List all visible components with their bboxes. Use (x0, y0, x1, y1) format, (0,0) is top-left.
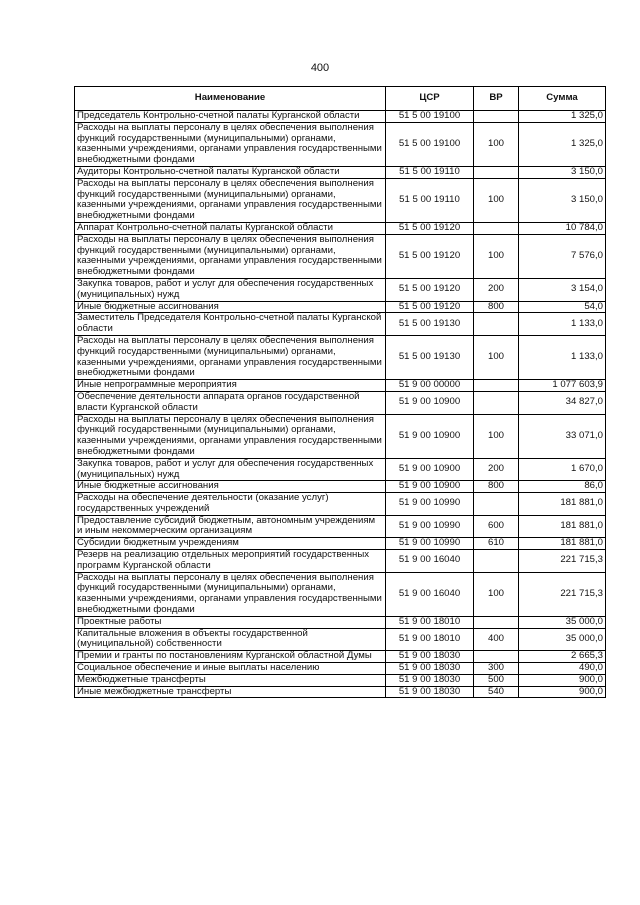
cell-name: Расходы на выплаты персоналу в целях обеспечения выполнения функций государственными (муниципальными) органами, казенными учреждениями, органами управления государственными внебюджетными фондами (75, 122, 386, 166)
cell-sum: 1 325,0 (519, 111, 606, 123)
cell-csr: 51 5 00 19120 (386, 278, 474, 301)
page-number: 400 (310, 62, 330, 74)
cell-csr: 51 9 00 16040 (386, 572, 474, 616)
cell-csr: 51 9 00 18030 (386, 651, 474, 663)
cell-sum: 1 670,0 (519, 458, 606, 481)
cell-vr: 600 (474, 515, 519, 538)
cell-csr: 51 9 00 18030 (386, 674, 474, 686)
table-row (75, 628, 606, 651)
cell-vr: 610 (474, 538, 519, 550)
table-row (75, 674, 606, 686)
cell-csr: 51 9 00 10990 (386, 515, 474, 538)
cell-vr: 100 (474, 122, 519, 166)
cell-name: Расходы на обеспечение деятельности (оказание услуг) государственных учреждений (75, 493, 386, 516)
cell-sum: 10 784,0 (519, 222, 606, 234)
cell-csr: 51 9 00 00000 (386, 380, 474, 392)
cell-name: Субсидии бюджетным учреждениям (75, 538, 386, 550)
table-row (75, 166, 606, 178)
cell-name: Предоставление субсидий бюджетным, автономным учреждениям и иным некоммерческим организациям (75, 515, 386, 538)
cell-vr: 300 (474, 663, 519, 675)
cell-name: Расходы на выплаты персоналу в целях обеспечения выполнения функций государственными (муниципальными) органами, казенными учреждениями, органами управления государственными внебюджетными фондами (75, 335, 386, 379)
cell-sum: 1 077 603,9 (519, 380, 606, 392)
cell-sum: 181 881,0 (519, 493, 606, 516)
cell-csr: 51 5 00 19130 (386, 335, 474, 379)
cell-name: Капитальные вложения в объекты государственной (муниципальной) собственности (75, 628, 386, 651)
cell-vr: 200 (474, 278, 519, 301)
table-row (75, 222, 606, 234)
cell-sum: 3 150,0 (519, 178, 606, 222)
header-csr: ЦСР (386, 87, 474, 111)
table-row (75, 278, 606, 301)
cell-sum: 181 881,0 (519, 515, 606, 538)
cell-name: Иные межбюджетные трансферты (75, 686, 386, 698)
cell-name: Расходы на выплаты персоналу в целях обеспечения выполнения функций государственными (муниципальными) органами, казенными учреждениями, органами управления государственными внебюджетными фондами (75, 414, 386, 458)
table-row (75, 178, 606, 222)
table-row (75, 335, 606, 379)
header-vr: ВР (474, 87, 519, 111)
cell-name: Резерв на реализацию отдельных мероприятий государственных программ Курганской области (75, 550, 386, 573)
cell-vr (474, 380, 519, 392)
cell-sum: 1 133,0 (519, 335, 606, 379)
cell-sum: 35 000,0 (519, 616, 606, 628)
cell-csr: 51 5 00 19110 (386, 178, 474, 222)
cell-vr (474, 111, 519, 123)
cell-name: Проектные работы (75, 616, 386, 628)
table-row (75, 234, 606, 278)
cell-csr: 51 5 00 19100 (386, 111, 474, 123)
cell-sum: 3 150,0 (519, 166, 606, 178)
cell-sum: 181 881,0 (519, 538, 606, 550)
cell-sum: 221 715,3 (519, 550, 606, 573)
cell-csr: 51 5 00 19110 (386, 166, 474, 178)
table-row (75, 515, 606, 538)
cell-name: Аппарат Контрольно-счетной палаты Курганской области (75, 222, 386, 234)
cell-sum: 900,0 (519, 674, 606, 686)
cell-vr: 100 (474, 572, 519, 616)
table-body (75, 111, 606, 698)
table-row (75, 550, 606, 573)
header-sum: Сумма (519, 87, 606, 111)
table-row (75, 380, 606, 392)
table-row (75, 313, 606, 336)
cell-vr: 100 (474, 414, 519, 458)
table-row (75, 111, 606, 123)
cell-sum: 33 071,0 (519, 414, 606, 458)
cell-csr: 51 9 00 10990 (386, 493, 474, 516)
cell-vr: 400 (474, 628, 519, 651)
table-row (75, 391, 606, 414)
cell-vr: 100 (474, 234, 519, 278)
cell-csr: 51 5 00 19100 (386, 122, 474, 166)
cell-sum: 7 576,0 (519, 234, 606, 278)
cell-vr: 800 (474, 481, 519, 493)
cell-name: Иные непрограммные мероприятия (75, 380, 386, 392)
cell-name: Закупка товаров, работ и услуг для обеспечения государственных (муниципальных) нужд (75, 278, 386, 301)
table-row (75, 663, 606, 675)
table-row (75, 538, 606, 550)
cell-vr: 100 (474, 335, 519, 379)
cell-vr (474, 166, 519, 178)
cell-name: Расходы на выплаты персоналу в целях обеспечения выполнения функций государственными (муниципальными) органами, казенными учреждениями, органами управления государственными внебюджетными фондами (75, 234, 386, 278)
cell-name: Обеспечение деятельности аппарата органов государственной власти Курганской области (75, 391, 386, 414)
cell-sum: 3 154,0 (519, 278, 606, 301)
cell-csr: 51 9 00 10990 (386, 538, 474, 550)
cell-sum: 1 325,0 (519, 122, 606, 166)
cell-sum: 35 000,0 (519, 628, 606, 651)
cell-csr: 51 9 00 10900 (386, 391, 474, 414)
cell-vr: 500 (474, 674, 519, 686)
cell-vr: 200 (474, 458, 519, 481)
cell-vr (474, 550, 519, 573)
table-row (75, 616, 606, 628)
cell-vr: 100 (474, 178, 519, 222)
header-name: Наименование (75, 87, 386, 111)
cell-name: Заместитель Председателя Контрольно-счетной палаты Курганской области (75, 313, 386, 336)
cell-name: Расходы на выплаты персоналу в целях обеспечения выполнения функций государственными (муниципальными) органами, казенными учреждениями, органами управления государственными внебюджетными фондами (75, 572, 386, 616)
table-row (75, 686, 606, 698)
table-row (75, 481, 606, 493)
cell-name: Закупка товаров, работ и услуг для обеспечения государственных (муниципальных) нужд (75, 458, 386, 481)
cell-csr: 51 5 00 19120 (386, 222, 474, 234)
cell-csr: 51 9 00 18010 (386, 616, 474, 628)
cell-csr: 51 9 00 10900 (386, 481, 474, 493)
cell-sum: 2 665,3 (519, 651, 606, 663)
cell-vr (474, 313, 519, 336)
cell-sum: 1 133,0 (519, 313, 606, 336)
table-row (75, 572, 606, 616)
table-row (75, 651, 606, 663)
cell-sum: 86,0 (519, 481, 606, 493)
cell-name: Премии и гранты по постановлениям Курганской областной Думы (75, 651, 386, 663)
cell-vr: 800 (474, 301, 519, 313)
cell-sum: 34 827,0 (519, 391, 606, 414)
budget-table (74, 86, 606, 698)
cell-sum: 900,0 (519, 686, 606, 698)
cell-name: Социальное обеспечение и иные выплаты населению (75, 663, 386, 675)
table-row (75, 493, 606, 516)
cell-csr: 51 9 00 10900 (386, 458, 474, 481)
cell-csr: 51 5 00 19120 (386, 234, 474, 278)
cell-vr (474, 651, 519, 663)
cell-sum: 221 715,3 (519, 572, 606, 616)
cell-vr (474, 391, 519, 414)
cell-csr: 51 9 00 18010 (386, 628, 474, 651)
cell-csr: 51 5 00 19120 (386, 301, 474, 313)
cell-vr (474, 616, 519, 628)
table-row (75, 301, 606, 313)
table-row (75, 414, 606, 458)
cell-csr: 51 9 00 18030 (386, 686, 474, 698)
cell-name: Расходы на выплаты персоналу в целях обеспечения выполнения функций государственными (муниципальными) органами, казенными учреждениями, органами управления государственными внебюджетными фондами (75, 178, 386, 222)
cell-csr: 51 9 00 18030 (386, 663, 474, 675)
cell-name: Межбюджетные трансферты (75, 674, 386, 686)
cell-vr: 540 (474, 686, 519, 698)
table-header-row (75, 87, 606, 111)
cell-vr (474, 493, 519, 516)
cell-sum: 490,0 (519, 663, 606, 675)
cell-vr (474, 222, 519, 234)
table-row (75, 122, 606, 166)
cell-name: Аудиторы Контрольно-счетной палаты Курганской области (75, 166, 386, 178)
table-row (75, 458, 606, 481)
cell-csr: 51 9 00 10900 (386, 414, 474, 458)
cell-name: Иные бюджетные ассигнования (75, 481, 386, 493)
cell-csr: 51 5 00 19130 (386, 313, 474, 336)
cell-name: Иные бюджетные ассигнования (75, 301, 386, 313)
cell-name: Председатель Контрольно-счетной палаты Курганской области (75, 111, 386, 123)
cell-csr: 51 9 00 16040 (386, 550, 474, 573)
cell-sum: 54,0 (519, 301, 606, 313)
